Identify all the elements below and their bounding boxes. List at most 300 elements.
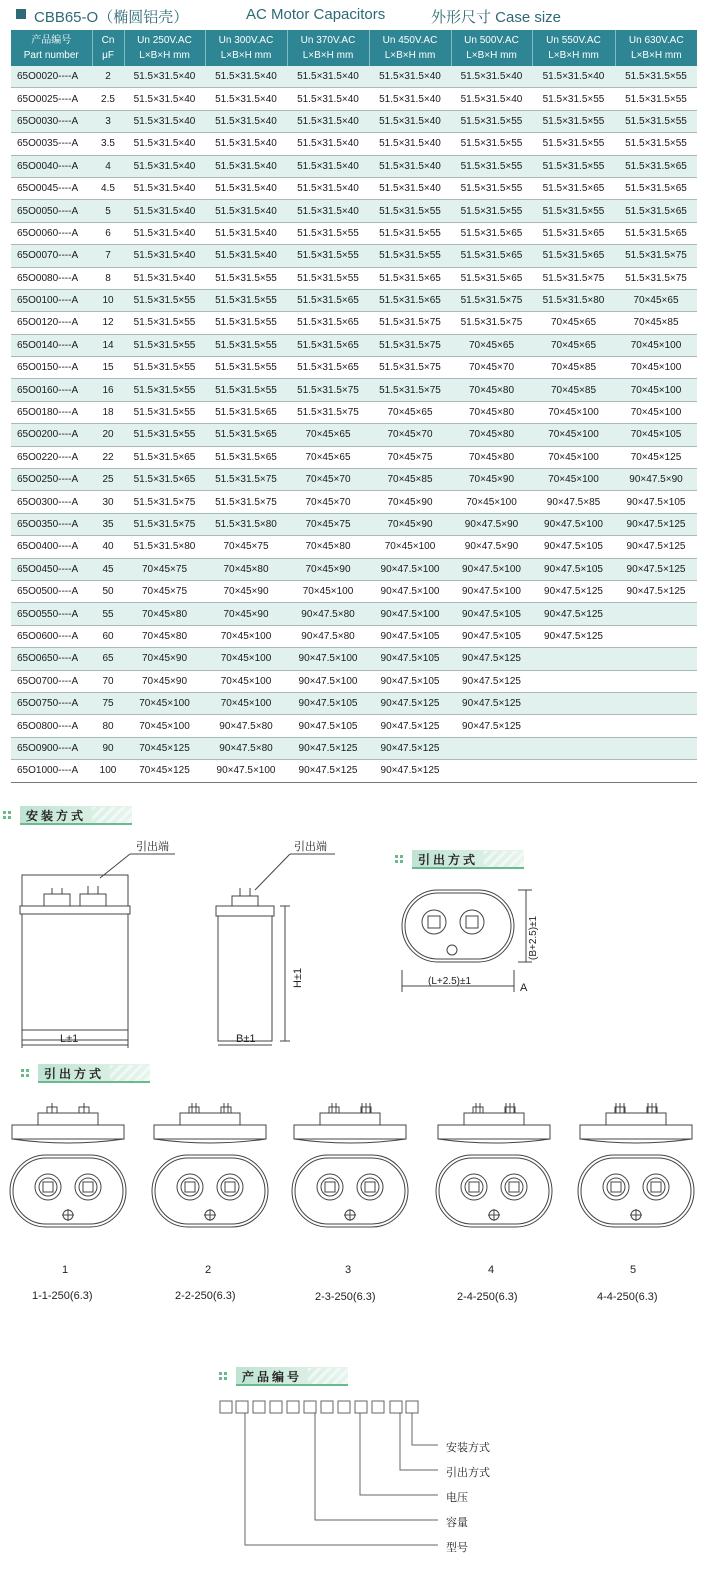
lead-style-num-1: 1 — [62, 1264, 69, 1276]
size-cell: 70×45×100 — [124, 692, 205, 714]
section-part-code — [216, 1367, 356, 1385]
column-header — [11, 30, 92, 66]
size-cell: 51.5×31.5×40 — [124, 267, 205, 289]
size-cell: 51.5×31.5×65 — [532, 177, 615, 199]
size-cell: 70×45×100 — [369, 536, 451, 558]
capacitance-cell: 80 — [92, 715, 124, 737]
section-part-code-title: 产品编号 — [242, 1370, 303, 1384]
size-cell: 70×45×100 — [615, 334, 697, 356]
size-cell — [615, 760, 697, 782]
table-row — [11, 670, 697, 692]
part-number-cell: 65O0160----A — [11, 379, 92, 401]
size-cell: 51.5×31.5×55 — [615, 110, 697, 132]
size-cell: 90×47.5×125 — [615, 513, 697, 535]
column-header-bottom: L×B×H mm — [466, 50, 517, 61]
table-row — [11, 110, 697, 132]
part-number-cell: 65O1000----A — [11, 760, 92, 782]
column-header-top: Un 370V.AC — [300, 35, 356, 46]
section-stripes — [308, 1368, 348, 1384]
size-cell: 90×47.5×125 — [615, 558, 697, 580]
lead-top-drawing — [392, 880, 572, 1005]
size-cell: 70×45×90 — [369, 491, 451, 513]
table-row — [11, 446, 697, 468]
size-cell: 51.5×31.5×55 — [124, 401, 205, 423]
size-cell: 51.5×31.5×40 — [287, 110, 369, 132]
size-cell: 51.5×31.5×75 — [124, 491, 205, 513]
size-cell: 51.5×31.5×75 — [369, 357, 451, 379]
capacitance-cell: 22 — [92, 446, 124, 468]
section-lead-top-title: 引出方式 — [418, 853, 479, 867]
size-cell: 70×45×90 — [369, 513, 451, 535]
capacitance-cell: 30 — [92, 491, 124, 513]
part-number-cell: 65O0400----A — [11, 536, 92, 558]
size-cell: 90×47.5×90 — [615, 469, 697, 491]
size-cell: 51.5×31.5×40 — [124, 88, 205, 110]
size-cell — [532, 760, 615, 782]
part-number-cell: 65O0020----A — [11, 66, 92, 88]
size-cell: 51.5×31.5×40 — [287, 155, 369, 177]
size-cell: 90×47.5×125 — [369, 737, 451, 759]
column-header — [124, 30, 205, 66]
size-cell: 51.5×31.5×40 — [205, 133, 287, 155]
size-cell: 51.5×31.5×55 — [532, 110, 615, 132]
case-size-table — [11, 30, 697, 783]
part-number-cell: 65O0050----A — [11, 200, 92, 222]
size-cell: 51.5×31.5×75 — [615, 245, 697, 267]
size-cell: 70×45×90 — [205, 603, 287, 625]
capacitance-cell: 4 — [92, 155, 124, 177]
size-cell: 51.5×31.5×40 — [369, 155, 451, 177]
size-cell: 70×45×75 — [205, 536, 287, 558]
size-cell: 90×47.5×100 — [205, 760, 287, 782]
size-cell: 51.5×31.5×55 — [451, 200, 532, 222]
size-cell: 70×45×65 — [451, 334, 532, 356]
size-cell: 51.5×31.5×55 — [124, 379, 205, 401]
size-cell: 51.5×31.5×75 — [369, 312, 451, 334]
part-number-cell: 65O0800----A — [11, 715, 92, 737]
lead-style-num-4: 4 — [488, 1264, 495, 1276]
size-cell: 70×45×100 — [615, 401, 697, 423]
size-cell: 70×45×75 — [369, 446, 451, 468]
part-number-cell: 65O0300----A — [11, 491, 92, 513]
size-cell: 51.5×31.5×55 — [532, 155, 615, 177]
size-cell: 51.5×31.5×65 — [451, 267, 532, 289]
section-install — [0, 806, 140, 824]
size-cell: 70×45×65 — [287, 446, 369, 468]
lead-style-code-5: 4-4-250(6.3) — [597, 1291, 658, 1303]
part-number-cell: 65O0500----A — [11, 580, 92, 602]
size-cell: 70×45×90 — [451, 469, 532, 491]
column-header-bottom: L×B×H mm — [384, 50, 436, 61]
capacitance-cell: 5 — [92, 200, 124, 222]
size-cell: 70×45×125 — [124, 760, 205, 782]
section-install-title: 安装方式 — [26, 809, 87, 823]
capacitance-cell: 2.5 — [92, 88, 124, 110]
table-row — [11, 424, 697, 446]
size-cell: 70×45×100 — [205, 670, 287, 692]
capacitance-cell: 50 — [92, 580, 124, 602]
size-cell — [615, 670, 697, 692]
size-cell — [615, 648, 697, 670]
table-row — [11, 88, 697, 110]
size-cell: 51.5×31.5×65 — [287, 312, 369, 334]
size-cell — [532, 737, 615, 759]
view-a-label: A — [520, 982, 528, 994]
dim-h-label: H±1 — [292, 967, 304, 988]
part-number-cell: 65O0080----A — [11, 267, 92, 289]
size-cell: 51.5×31.5×65 — [615, 177, 697, 199]
size-cell: 70×45×100 — [532, 469, 615, 491]
size-cell: 51.5×31.5×55 — [124, 289, 205, 311]
size-cell: 70×45×70 — [451, 357, 532, 379]
size-cell: 51.5×31.5×75 — [287, 401, 369, 423]
capacitance-cell: 14 — [92, 334, 124, 356]
size-cell: 70×45×100 — [205, 648, 287, 670]
size-cell: 90×47.5×80 — [205, 715, 287, 737]
size-cell: 90×47.5×100 — [287, 670, 369, 692]
size-cell — [532, 692, 615, 714]
capacitance-cell: 35 — [92, 513, 124, 535]
size-cell: 70×45×100 — [532, 424, 615, 446]
table-row — [11, 715, 697, 737]
size-cell: 51.5×31.5×40 — [287, 133, 369, 155]
size-cell: 51.5×31.5×55 — [287, 245, 369, 267]
part-code-label-capacity: 容量 — [446, 1517, 468, 1529]
table-row — [11, 200, 697, 222]
size-cell: 51.5×31.5×40 — [124, 200, 205, 222]
case-size-title: 外形尺寸 Case size — [431, 9, 562, 26]
size-cell: 51.5×31.5×65 — [124, 469, 205, 491]
size-cell: 90×47.5×125 — [451, 670, 532, 692]
column-header — [615, 30, 697, 66]
lead-style-figure — [292, 1103, 408, 1227]
size-cell: 51.5×31.5×75 — [451, 289, 532, 311]
size-cell: 51.5×31.5×75 — [451, 312, 532, 334]
part-number-cell: 65O0045----A — [11, 177, 92, 199]
size-cell: 51.5×31.5×75 — [205, 469, 287, 491]
size-cell: 70×45×100 — [532, 401, 615, 423]
column-header — [92, 30, 124, 66]
capacitance-cell: 20 — [92, 424, 124, 446]
column-header — [369, 30, 451, 66]
size-cell: 51.5×31.5×40 — [124, 133, 205, 155]
table-row — [11, 625, 697, 647]
size-cell: 70×45×85 — [615, 312, 697, 334]
size-cell: 90×47.5×105 — [451, 603, 532, 625]
column-header-top: Un 550V.AC — [546, 35, 601, 46]
part-number-cell: 65O0180----A — [11, 401, 92, 423]
size-cell: 51.5×31.5×65 — [532, 245, 615, 267]
size-cell: 70×45×90 — [124, 670, 205, 692]
size-cell: 90×47.5×125 — [287, 760, 369, 782]
size-cell: 90×47.5×125 — [369, 715, 451, 737]
column-header-bottom: L×B×H mm — [220, 50, 272, 61]
column-header-bottom: L×B×H mm — [139, 50, 190, 61]
size-cell: 70×45×100 — [532, 446, 615, 468]
table-row — [11, 222, 697, 244]
size-cell: 70×45×85 — [532, 357, 615, 379]
size-cell: 90×47.5×90 — [451, 536, 532, 558]
lead-style-figure — [152, 1103, 268, 1227]
size-cell: 70×45×90 — [124, 648, 205, 670]
size-cell: 90×47.5×105 — [532, 558, 615, 580]
column-header-top: Un 450V.AC — [382, 35, 438, 46]
size-cell — [615, 715, 697, 737]
part-number-cell: 65O0030----A — [11, 110, 92, 132]
capacitance-cell: 7 — [92, 245, 124, 267]
column-header-top: Un 250V.AC — [137, 35, 192, 46]
dim-l25-label: (L+2.5)±1 — [428, 976, 472, 987]
size-cell — [451, 737, 532, 759]
size-cell: 70×45×80 — [124, 625, 205, 647]
size-cell: 90×47.5×100 — [451, 558, 532, 580]
size-cell: 51.5×31.5×75 — [532, 267, 615, 289]
size-cell: 51.5×31.5×40 — [451, 88, 532, 110]
lead-style-figure — [10, 1103, 126, 1227]
size-cell: 51.5×31.5×55 — [532, 133, 615, 155]
size-cell: 51.5×31.5×80 — [205, 513, 287, 535]
size-cell: 51.5×31.5×40 — [124, 222, 205, 244]
size-cell: 51.5×31.5×40 — [205, 110, 287, 132]
size-cell: 51.5×31.5×55 — [369, 200, 451, 222]
size-cell: 51.5×31.5×55 — [451, 177, 532, 199]
size-cell: 70×45×65 — [532, 312, 615, 334]
table-row — [11, 558, 697, 580]
size-cell: 51.5×31.5×65 — [451, 222, 532, 244]
part-number-cell: 65O0250----A — [11, 469, 92, 491]
size-cell: 51.5×31.5×40 — [205, 245, 287, 267]
part-code-diagram — [200, 1395, 520, 1580]
column-header — [205, 30, 287, 66]
section-stripes — [92, 807, 132, 823]
table-row — [11, 245, 697, 267]
column-header-bottom: L×B×H mm — [630, 50, 682, 61]
column-header-top: Cn — [101, 35, 115, 46]
part-number-cell: 65O0220----A — [11, 446, 92, 468]
capacitance-cell: 2 — [92, 66, 124, 88]
table-row — [11, 379, 697, 401]
size-cell: 90×47.5×125 — [615, 580, 697, 602]
size-cell: 51.5×31.5×55 — [124, 357, 205, 379]
size-cell: 51.5×31.5×55 — [532, 88, 615, 110]
part-number-cell: 65O0450----A — [11, 558, 92, 580]
part-number-cell: 65O0750----A — [11, 692, 92, 714]
size-cell: 90×47.5×105 — [287, 692, 369, 714]
size-cell: 70×45×80 — [124, 603, 205, 625]
lead-styles-drawing — [0, 1095, 706, 1235]
product-title: AC Motor Capacitors — [246, 6, 386, 23]
size-cell: 51.5×31.5×75 — [205, 491, 287, 513]
part-number-cell: 65O0700----A — [11, 670, 92, 692]
size-cell: 51.5×31.5×40 — [124, 110, 205, 132]
size-cell: 51.5×31.5×65 — [615, 155, 697, 177]
size-cell: 51.5×31.5×40 — [205, 200, 287, 222]
size-cell: 70×45×100 — [124, 715, 205, 737]
size-cell: 90×47.5×80 — [287, 625, 369, 647]
part-number-cell: 65O0040----A — [11, 155, 92, 177]
size-cell: 70×45×75 — [124, 558, 205, 580]
size-cell: 90×47.5×125 — [369, 692, 451, 714]
capacitance-cell: 25 — [92, 469, 124, 491]
size-cell: 51.5×31.5×40 — [205, 88, 287, 110]
column-header-bottom: L×B×H mm — [548, 50, 599, 61]
size-cell: 51.5×31.5×80 — [532, 289, 615, 311]
capacitance-cell: 3 — [92, 110, 124, 132]
size-cell: 51.5×31.5×65 — [615, 200, 697, 222]
part-number-cell: 65O0550----A — [11, 603, 92, 625]
size-cell — [615, 737, 697, 759]
size-cell: 51.5×31.5×55 — [451, 133, 532, 155]
size-cell: 70×45×125 — [124, 737, 205, 759]
part-code-label-model: 型号 — [446, 1542, 468, 1554]
size-cell: 51.5×31.5×75 — [287, 379, 369, 401]
size-cell: 51.5×31.5×40 — [205, 66, 287, 88]
size-cell: 51.5×31.5×65 — [532, 222, 615, 244]
size-cell: 51.5×31.5×55 — [205, 334, 287, 356]
size-cell: 90×47.5×125 — [532, 580, 615, 602]
size-cell: 51.5×31.5×65 — [287, 289, 369, 311]
size-cell: 70×45×70 — [287, 491, 369, 513]
size-cell: 90×47.5×100 — [451, 580, 532, 602]
size-cell — [532, 715, 615, 737]
size-cell: 51.5×31.5×40 — [451, 66, 532, 88]
column-header-top: 产品编号 — [31, 35, 72, 46]
size-cell — [532, 648, 615, 670]
size-cell: 51.5×31.5×40 — [369, 177, 451, 199]
size-cell: 70×45×100 — [205, 692, 287, 714]
capacitance-cell: 40 — [92, 536, 124, 558]
part-number-cell: 65O0350----A — [11, 513, 92, 535]
size-cell: 51.5×31.5×40 — [532, 66, 615, 88]
size-cell: 51.5×31.5×55 — [124, 424, 205, 446]
size-cell: 90×47.5×125 — [615, 536, 697, 558]
size-cell: 90×47.5×105 — [369, 648, 451, 670]
size-cell: 90×47.5×105 — [369, 670, 451, 692]
size-cell: 70×45×80 — [287, 536, 369, 558]
size-cell: 70×45×80 — [451, 401, 532, 423]
capacitance-cell: 60 — [92, 625, 124, 647]
size-cell: 51.5×31.5×40 — [287, 66, 369, 88]
lead-style-num-2: 2 — [205, 1264, 212, 1276]
column-header — [287, 30, 369, 66]
size-cell: 90×47.5×105 — [615, 491, 697, 513]
section-dots-icon — [219, 1372, 233, 1380]
size-cell: 51.5×31.5×80 — [124, 536, 205, 558]
size-cell: 51.5×31.5×75 — [369, 379, 451, 401]
column-header-bottom: Part number — [23, 50, 79, 61]
size-cell — [532, 670, 615, 692]
part-number-cell: 65O0140----A — [11, 334, 92, 356]
table-header-row — [11, 30, 697, 66]
size-cell: 51.5×31.5×40 — [369, 88, 451, 110]
column-header — [532, 30, 615, 66]
size-cell: 70×45×85 — [369, 469, 451, 491]
table-row — [11, 155, 697, 177]
dim-b25-label: (B+2.5)±1 — [528, 915, 539, 960]
size-cell: 90×47.5×125 — [369, 760, 451, 782]
size-cell: 90×47.5×85 — [532, 491, 615, 513]
table-row — [11, 513, 697, 535]
size-cell: 70×45×125 — [615, 446, 697, 468]
part-number-cell: 65O0900----A — [11, 737, 92, 759]
size-cell: 70×45×85 — [532, 379, 615, 401]
section-stripes — [110, 1065, 150, 1081]
table-row — [11, 603, 697, 625]
size-cell: 90×47.5×125 — [532, 625, 615, 647]
bullet-square-icon — [16, 9, 26, 19]
capacitance-cell: 18 — [92, 401, 124, 423]
size-cell: 90×47.5×80 — [205, 737, 287, 759]
table-row — [11, 536, 697, 558]
capacitance-cell: 45 — [92, 558, 124, 580]
size-cell: 70×45×105 — [615, 424, 697, 446]
capacitance-cell: 65 — [92, 648, 124, 670]
lead-style-code-1: 1-1-250(6.3) — [32, 1290, 93, 1302]
part-number-cell: 65O0060----A — [11, 222, 92, 244]
size-cell: 51.5×31.5×40 — [124, 66, 205, 88]
size-cell: 51.5×31.5×65 — [369, 289, 451, 311]
size-cell: 90×47.5×105 — [451, 625, 532, 647]
size-cell: 70×45×100 — [615, 357, 697, 379]
size-cell: 51.5×31.5×40 — [124, 245, 205, 267]
part-number-cell: 65O0200----A — [11, 424, 92, 446]
size-cell: 51.5×31.5×55 — [287, 222, 369, 244]
lead-style-code-3: 2-3-250(6.3) — [315, 1291, 376, 1303]
size-cell — [615, 603, 697, 625]
size-cell: 70×45×80 — [451, 424, 532, 446]
table-row — [11, 289, 697, 311]
capacitance-cell: 4.5 — [92, 177, 124, 199]
lead-style-num-3: 3 — [345, 1264, 352, 1276]
size-cell: 90×47.5×90 — [451, 513, 532, 535]
model-title: CBB65-O（椭圆铝壳） — [34, 9, 189, 26]
table-row — [11, 648, 697, 670]
size-cell: 51.5×31.5×75 — [615, 267, 697, 289]
size-cell: 70×45×65 — [532, 334, 615, 356]
table-row — [11, 66, 697, 88]
size-cell: 51.5×31.5×55 — [287, 267, 369, 289]
size-cell: 90×47.5×100 — [369, 558, 451, 580]
size-cell: 90×47.5×80 — [287, 603, 369, 625]
size-cell: 70×45×65 — [369, 401, 451, 423]
size-cell: 70×45×80 — [451, 379, 532, 401]
size-cell: 51.5×31.5×55 — [615, 66, 697, 88]
size-cell — [451, 760, 532, 782]
size-cell: 70×45×65 — [615, 289, 697, 311]
size-cell: 90×47.5×125 — [532, 603, 615, 625]
table-row — [11, 580, 697, 602]
page-header — [0, 0, 706, 30]
capacitance-cell: 16 — [92, 379, 124, 401]
size-cell: 51.5×31.5×40 — [287, 200, 369, 222]
size-cell: 90×47.5×125 — [451, 692, 532, 714]
size-cell: 51.5×31.5×55 — [532, 200, 615, 222]
capacitance-cell: 55 — [92, 603, 124, 625]
part-number-cell: 65O0100----A — [11, 289, 92, 311]
size-cell: 51.5×31.5×75 — [124, 513, 205, 535]
size-cell: 90×47.5×100 — [532, 513, 615, 535]
column-header-bottom: L×B×H mm — [302, 50, 354, 61]
size-cell: 51.5×31.5×55 — [205, 289, 287, 311]
size-cell: 70×45×70 — [369, 424, 451, 446]
size-cell: 51.5×31.5×65 — [451, 245, 532, 267]
section-dots-icon — [3, 811, 17, 819]
capacitance-cell: 6 — [92, 222, 124, 244]
size-cell: 51.5×31.5×55 — [615, 133, 697, 155]
size-cell: 70×45×90 — [205, 580, 287, 602]
capacitance-cell: 90 — [92, 737, 124, 759]
part-number-cell: 65O0600----A — [11, 625, 92, 647]
